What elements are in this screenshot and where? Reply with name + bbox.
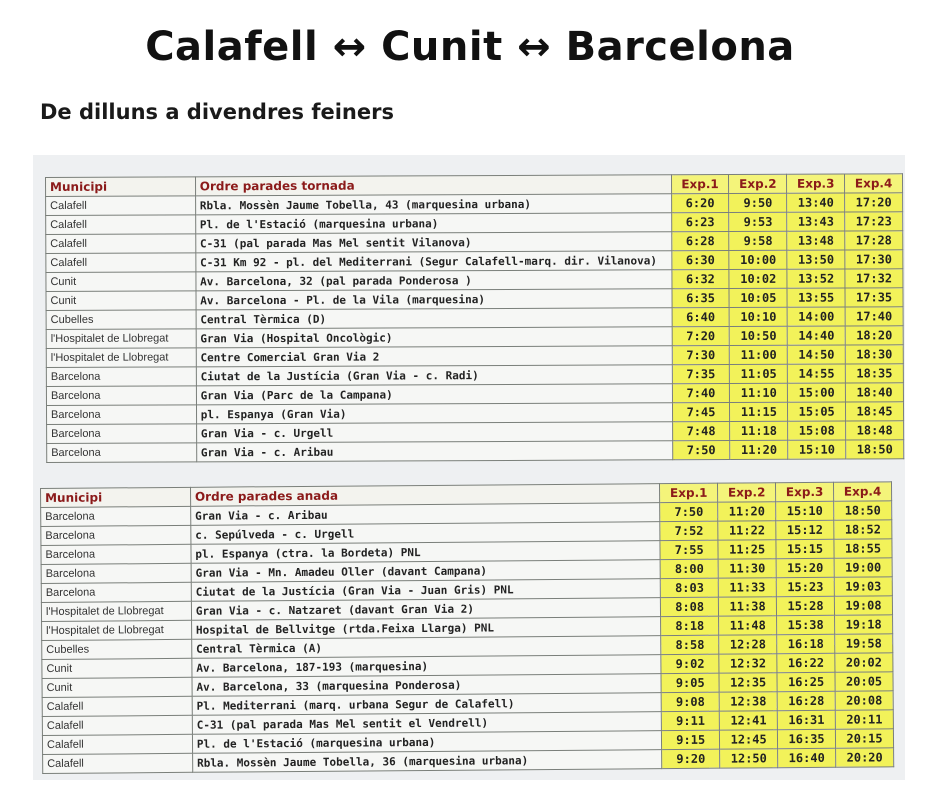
departure-time-exp2: 12:45 — [720, 730, 778, 749]
municipality-cell: l'Hospitalet de Llobregat — [41, 601, 191, 621]
departure-time-exp3: 15:20 — [776, 558, 834, 577]
departure-time-exp1: 7:40 — [672, 384, 730, 403]
municipality-cell: Barcelona — [41, 563, 191, 583]
municipality-cell: Calafell — [42, 696, 192, 716]
departure-time-exp3: 16:22 — [777, 653, 835, 672]
departure-time-exp3: 15:23 — [776, 577, 834, 596]
exp2-header: Exp.2 — [718, 483, 776, 502]
departure-time-exp3: 16:28 — [777, 691, 835, 710]
departure-time-exp4: 20:05 — [835, 672, 893, 691]
exp3-header: Exp.3 — [787, 174, 845, 193]
stop-cell: Pl. Mediterrani (marq. urbana Segur de Calafell) — [192, 693, 661, 716]
departure-time-exp2: 11:25 — [718, 540, 776, 559]
municipality-cell: Barcelona — [46, 386, 196, 406]
departure-time-exp1: 7:50 — [660, 502, 718, 521]
departure-time-exp3: 13:52 — [787, 269, 845, 288]
stop-cell: Av. Barcelona - Pl. de la Vila (marquesina) — [196, 289, 672, 310]
departure-time-exp4: 17:30 — [845, 250, 903, 269]
stop-cell: Gran Via - c. Aribau — [191, 503, 660, 526]
departure-time-exp4: 18:35 — [845, 364, 903, 383]
municipality-cell: Barcelona — [47, 424, 197, 444]
stop-cell: Central Tèrmica (A) — [192, 636, 661, 659]
departure-time-exp3: 15:38 — [777, 615, 835, 634]
departure-time-exp3: 14:00 — [787, 307, 845, 326]
stop-cell: Pl. de l'Estació (marquesina urbana) — [195, 213, 671, 234]
exp3-header: Exp.3 — [776, 482, 834, 501]
departure-time-exp3: 15:10 — [788, 440, 846, 459]
exp4-header: Exp.4 — [845, 174, 903, 193]
stop-cell: Ciutat de la Justícia (Gran Via - c. Radi) — [196, 365, 672, 386]
table-row — [47, 440, 904, 463]
departure-time-exp4: 17:35 — [845, 288, 903, 307]
departure-time-exp4: 17:20 — [845, 193, 903, 212]
departure-time-exp2: 10:02 — [729, 269, 787, 288]
departure-time-exp3: 13:48 — [787, 231, 845, 250]
departure-time-exp3: 15:00 — [788, 383, 846, 402]
departure-time-exp4: 19:03 — [834, 577, 892, 596]
stop-cell: Pl. de l'Estació (marquesina urbana) — [192, 731, 661, 754]
exp1-header: Exp.1 — [671, 175, 729, 194]
departure-time-exp2: 11:18 — [730, 421, 788, 440]
outbound-timetable — [40, 481, 894, 774]
departure-time-exp4: 18:20 — [845, 326, 903, 345]
municipality-cell: Cubelles — [42, 639, 192, 659]
departure-time-exp1: 8:58 — [661, 635, 719, 654]
municipality-cell: Barcelona — [41, 525, 191, 545]
departure-time-exp2: 10:50 — [730, 326, 788, 345]
departure-time-exp4: 19:08 — [834, 596, 892, 615]
municipality-cell: Barcelona — [41, 582, 191, 602]
stop-cell: pl. Espanya (Gran Via) — [196, 403, 672, 424]
municipality-cell: Cunit — [42, 677, 192, 697]
municipality-cell: Barcelona — [46, 367, 196, 387]
departure-time-exp4: 18:55 — [834, 539, 892, 558]
municipality-cell: Calafell — [42, 734, 192, 754]
departure-time-exp3: 16:35 — [778, 729, 836, 748]
departure-time-exp4: 18:50 — [846, 440, 904, 459]
municipality-cell: Cunit — [42, 658, 192, 678]
stop-cell: C-31 (pal parada Mas Mel sentit Vilanova) — [195, 232, 671, 253]
departure-time-exp1: 6:40 — [672, 308, 730, 327]
departure-time-exp3: 15:08 — [788, 421, 846, 440]
departure-time-exp3: 15:10 — [776, 501, 834, 520]
departure-time-exp3: 14:55 — [788, 364, 846, 383]
departure-time-exp2: 12:32 — [719, 654, 777, 673]
stop-cell: C-31 Km 92 - pl. del Mediterrani (Segur Calafell-marq. dir. Vilanova) — [196, 251, 672, 272]
departure-time-exp3: 15:28 — [776, 596, 834, 615]
exp2-header: Exp.2 — [729, 174, 787, 193]
departure-time-exp2: 11:22 — [718, 521, 776, 540]
departure-time-exp2: 12:38 — [719, 692, 777, 711]
departure-time-exp4: 19:00 — [834, 558, 892, 577]
stop-cell: Av. Barcelona, 33 (marquesina Ponderosa) — [192, 674, 661, 697]
stop-cell: Ciutat de la Justícia (Gran Via - Juan Gris) PNL — [191, 579, 660, 602]
page-title: Calafell ↔ Cunit ↔ Barcelona — [145, 24, 795, 70]
exp4-header: Exp.4 — [834, 482, 892, 501]
return-timetable — [45, 173, 904, 463]
departure-time-exp3: 15:15 — [776, 539, 834, 558]
departure-time-exp1: 7:52 — [660, 521, 718, 540]
stop-cell: Gran Via - c. Natzaret (davant Gran Via 2) — [191, 598, 660, 621]
departure-time-exp2: 12:41 — [719, 711, 777, 730]
municipality-cell: Calafell — [43, 753, 193, 773]
departure-time-exp1: 9:20 — [662, 749, 720, 768]
municipality-cell: Barcelona — [46, 405, 196, 425]
stop-cell: Central Tèrmica (D) — [196, 308, 672, 329]
municipality-cell: Calafell — [42, 715, 192, 735]
stop-cell: Hospital de Bellvitge (rtda.Feixa Llarga) PNL — [191, 617, 660, 640]
departure-time-exp1: 8:18 — [661, 616, 719, 635]
departure-time-exp3: 15:05 — [788, 402, 846, 421]
departure-time-exp1: 7:48 — [672, 422, 730, 441]
municipality-cell: Cunit — [46, 272, 196, 292]
departure-time-exp2: 11:33 — [718, 578, 776, 597]
stop-cell: C-31 (pal parada Mas Mel sentit el Vendrell) — [192, 712, 661, 735]
departure-time-exp4: 17:32 — [845, 269, 903, 288]
departure-time-exp2: 11:15 — [730, 402, 788, 421]
stop-cell: Gran Via - c. Aribau — [196, 441, 672, 462]
departure-time-exp3: 16:18 — [777, 634, 835, 653]
departure-time-exp4: 19:58 — [835, 634, 893, 653]
stop-cell: Centre Comercial Gran Via 2 — [196, 346, 672, 367]
departure-time-exp3: 13:40 — [787, 193, 845, 212]
departure-time-exp4: 20:02 — [835, 653, 893, 672]
departure-time-exp2: 12:28 — [719, 635, 777, 654]
departure-time-exp3: 13:55 — [787, 288, 845, 307]
departure-time-exp4: 17:23 — [845, 212, 903, 231]
departure-time-exp2: 10:10 — [729, 307, 787, 326]
municipality-cell: Calafell — [46, 215, 196, 235]
departure-time-exp1: 6:35 — [672, 289, 730, 308]
municipality-cell: Barcelona — [47, 443, 197, 463]
departure-time-exp4: 17:40 — [845, 307, 903, 326]
departure-time-exp2: 11:48 — [719, 616, 777, 635]
municipality-cell: l'Hospitalet de Llobregat — [46, 348, 196, 368]
departure-time-exp1: 7:30 — [672, 346, 730, 365]
departure-time-exp3: 16:25 — [777, 672, 835, 691]
departure-time-exp1: 9:02 — [661, 654, 719, 673]
departure-time-exp2: 9:50 — [729, 193, 787, 212]
departure-time-exp2: 11:10 — [730, 383, 788, 402]
departure-time-exp2: 11:20 — [730, 440, 788, 459]
departure-time-exp3: 13:43 — [787, 212, 845, 231]
stop-cell: Av. Barcelona, 187-193 (marquesina) — [192, 655, 661, 678]
departure-time-exp1: 6:32 — [671, 270, 729, 289]
stops-header: Ordre parades tornada — [195, 175, 671, 196]
departure-time-exp1: 9:11 — [661, 711, 719, 730]
municipality-cell: l'Hospitalet de Llobregat — [46, 329, 196, 349]
departure-time-exp2: 11:05 — [730, 364, 788, 383]
schedule-days-heading: De dilluns a divendres feiners — [40, 100, 394, 124]
departure-time-exp1: 9:15 — [662, 730, 720, 749]
departure-time-exp3: 16:40 — [778, 748, 836, 767]
departure-time-exp1: 7:50 — [672, 441, 730, 460]
departure-time-exp2: 11:30 — [718, 559, 776, 578]
stop-cell: Rbla. Mossèn Jaume Tobella, 36 (marquesina urbana) — [192, 750, 661, 773]
departure-time-exp2: 11:00 — [730, 345, 788, 364]
departure-time-exp1: 6:28 — [671, 232, 729, 251]
departure-time-exp2: 9:53 — [729, 212, 787, 231]
departure-time-exp2: 12:50 — [720, 749, 778, 768]
departure-time-exp1: 7:20 — [672, 327, 730, 346]
stop-cell: Gran Via (Parc de la Campana) — [196, 384, 672, 405]
municipi-header: Municipi — [46, 177, 196, 197]
departure-time-exp4: 18:40 — [846, 383, 904, 402]
departure-time-exp2: 10:00 — [729, 250, 787, 269]
departure-time-exp1: 7:55 — [660, 540, 718, 559]
departure-time-exp1: 7:35 — [672, 365, 730, 384]
stop-cell: Gran Via (Hospital Oncològic) — [196, 327, 672, 348]
departure-time-exp4: 17:28 — [845, 231, 903, 250]
municipality-cell: Barcelona — [41, 506, 191, 526]
departure-time-exp1: 6:20 — [671, 194, 729, 213]
stops-header: Ordre parades anada — [190, 484, 659, 507]
departure-time-exp1: 6:23 — [671, 213, 729, 232]
departure-time-exp3: 14:50 — [787, 345, 845, 364]
departure-time-exp1: 7:45 — [672, 403, 730, 422]
departure-time-exp4: 18:52 — [834, 520, 892, 539]
departure-time-exp4: 18:30 — [845, 345, 903, 364]
stop-cell: Rbla. Mossèn Jaume Tobella, 43 (marquesina urbana) — [195, 194, 671, 215]
departure-time-exp1: 6:30 — [671, 251, 729, 270]
departure-time-exp4: 20:08 — [835, 691, 893, 710]
stop-cell: Av. Barcelona, 32 (pal parada Ponderosa ) — [196, 270, 672, 291]
departure-time-exp4: 20:15 — [835, 729, 893, 748]
departure-time-exp1: 9:08 — [661, 692, 719, 711]
stop-cell: pl. Espanya (ctra. la Bordeta) PNL — [191, 541, 660, 564]
departure-time-exp2: 10:05 — [729, 288, 787, 307]
departure-time-exp4: 18:45 — [846, 402, 904, 421]
municipality-cell: Barcelona — [41, 544, 191, 564]
departure-time-exp4: 20:20 — [836, 748, 894, 767]
departure-time-exp2: 11:38 — [719, 597, 777, 616]
municipality-cell: Calafell — [46, 196, 196, 216]
departure-time-exp4: 19:18 — [835, 615, 893, 634]
departure-time-exp1: 8:03 — [660, 578, 718, 597]
departure-time-exp3: 13:50 — [787, 250, 845, 269]
municipality-cell: Calafell — [46, 234, 196, 254]
departure-time-exp1: 9:05 — [661, 673, 719, 692]
stop-cell: Gran Via - Mn. Amadeu Oller (davant Campana) — [191, 560, 660, 583]
departure-time-exp4: 18:50 — [834, 501, 892, 520]
departure-time-exp1: 8:08 — [661, 597, 719, 616]
departure-time-exp2: 9:58 — [729, 231, 787, 250]
municipality-cell: l'Hospitalet de Llobregat — [42, 620, 192, 640]
departure-time-exp3: 15:12 — [776, 520, 834, 539]
departure-time-exp4: 20:11 — [835, 710, 893, 729]
departure-time-exp4: 18:48 — [846, 421, 904, 440]
exp1-header: Exp.1 — [660, 483, 718, 502]
departure-time-exp2: 11:20 — [718, 502, 776, 521]
municipality-cell: Cubelles — [46, 310, 196, 330]
municipality-cell: Calafell — [46, 253, 196, 273]
stop-cell: c. Sepúlveda - c. Urgell — [191, 522, 660, 545]
departure-time-exp3: 16:31 — [777, 710, 835, 729]
departure-time-exp3: 14:40 — [787, 326, 845, 345]
municipi-header: Municipi — [41, 487, 191, 507]
departure-time-exp1: 8:00 — [660, 559, 718, 578]
departure-time-exp2: 12:35 — [719, 673, 777, 692]
stop-cell: Gran Via - c. Urgell — [196, 422, 672, 443]
municipality-cell: Cunit — [46, 291, 196, 311]
